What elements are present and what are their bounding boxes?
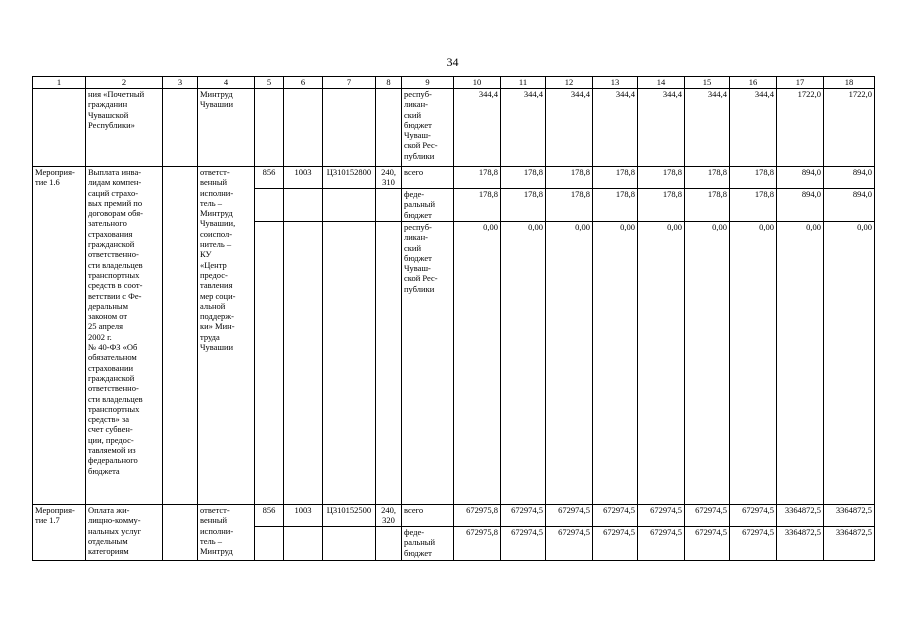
executor-cell	[198, 167, 255, 505]
value-cell: 0,00	[546, 222, 593, 505]
empty-cell	[376, 527, 402, 561]
empty-cell	[284, 89, 323, 167]
text-line: ральный	[404, 537, 436, 548]
grbs-cell: 856	[255, 505, 284, 527]
value-cell: 672975,8	[454, 505, 501, 527]
text-line: мер соци-	[200, 290, 236, 301]
text-line: законом от	[88, 311, 128, 322]
value-cell: 0,00	[824, 222, 875, 505]
value-cell: 3364872,5	[824, 527, 875, 561]
text-line: труда	[200, 331, 220, 342]
column-header: 12	[546, 77, 593, 89]
value-cell: 672974,5	[501, 527, 546, 561]
value-cell: 0,00	[685, 222, 730, 505]
value-cell: 178,8	[685, 189, 730, 222]
text-line: Чуваш-	[404, 130, 431, 141]
executor-cell	[198, 505, 255, 561]
text-line: респуб-	[404, 222, 432, 232]
empty-cell	[323, 189, 376, 222]
value-cell: 0,00	[638, 222, 685, 505]
vr-cell	[376, 505, 402, 527]
value-cell: 344,4	[501, 89, 546, 167]
value-cell: 344,4	[546, 89, 593, 167]
text-line: Чувашии	[200, 342, 234, 353]
column-header: 13	[593, 77, 638, 89]
value-cell: 0,00	[593, 222, 638, 505]
text-line: феде-	[404, 189, 425, 199]
value-cell: 0,00	[777, 222, 824, 505]
value-cell: 894,0	[777, 189, 824, 222]
text-line: обязательном	[88, 352, 137, 363]
text-line: бюджет	[404, 547, 432, 558]
value-cell: 178,8	[546, 189, 593, 222]
source-cell	[402, 527, 454, 561]
value-cell: 0,00	[454, 222, 501, 505]
text-line: средств в соот-	[88, 280, 143, 291]
table-row	[33, 167, 875, 189]
empty-cell	[323, 222, 376, 505]
text-line: исполни-	[200, 525, 234, 536]
text-line: Оплата жи-	[88, 505, 130, 515]
text-line: респуб-	[404, 89, 432, 99]
text-line: всего	[404, 167, 424, 177]
text-line: 310	[382, 177, 395, 188]
text-line: ский	[404, 242, 421, 253]
value-cell: 894,0	[777, 167, 824, 189]
text-line: венный	[200, 515, 228, 526]
text-line: всего	[404, 505, 424, 515]
source-cell	[402, 89, 454, 167]
text-line: «Центр	[200, 259, 227, 270]
value-cell: 344,4	[454, 89, 501, 167]
text-line: ответственно-	[88, 383, 139, 394]
value-cell: 672974,5	[685, 505, 730, 527]
text-line: ответственно-	[88, 249, 139, 260]
text-line: Чувашской	[88, 109, 129, 120]
text-line: Мероприя-	[35, 505, 75, 515]
value-cell: 672974,5	[685, 527, 730, 561]
value-cell: 344,4	[638, 89, 685, 167]
value-cell: 1722,0	[824, 89, 875, 167]
text-line: ки» Мин-	[200, 321, 235, 332]
value-cell: 672974,5	[638, 505, 685, 527]
value-cell: 178,8	[501, 167, 546, 189]
source-cell	[402, 505, 454, 527]
value-cell: 178,8	[730, 167, 777, 189]
text-line: федерального	[88, 455, 138, 466]
column-header: 2	[86, 77, 163, 89]
value-cell: 894,0	[824, 189, 875, 222]
value-cell: 3364872,5	[777, 527, 824, 561]
text-line: тавления	[200, 280, 233, 291]
code-cell	[33, 505, 86, 561]
text-line: Минтруд	[200, 208, 233, 219]
text-line: публики	[404, 283, 435, 294]
text-line: 25 апреля	[88, 321, 124, 332]
text-line: ской Рес-	[404, 140, 438, 151]
column-header: 3	[163, 77, 198, 89]
value-cell: 344,4	[730, 89, 777, 167]
text-line: сти владельцев	[88, 259, 143, 270]
text-line: бюджет	[404, 119, 432, 130]
text-line: транспортных	[88, 269, 140, 280]
text-line: КУ	[200, 249, 212, 260]
text-line: лидам компен-	[88, 177, 142, 188]
text-line: 320	[382, 515, 395, 526]
text-line: тие 1.6	[35, 177, 60, 188]
text-line: Выплата инва-	[88, 167, 142, 177]
table-row	[33, 89, 875, 167]
column-header: 4	[198, 77, 255, 89]
column-header: 14	[638, 77, 685, 89]
text-line: поддерж-	[200, 311, 234, 322]
empty-cell	[376, 189, 402, 222]
name-cell	[86, 505, 163, 561]
text-line: тавляемой из	[88, 445, 136, 456]
grbs-cell: 856	[255, 167, 284, 189]
text-line: тель –	[200, 535, 222, 546]
value-cell: 0,00	[501, 222, 546, 505]
table-row	[33, 505, 875, 527]
text-line: ской Рес-	[404, 273, 438, 284]
empty-cell	[163, 89, 198, 167]
text-line: транспортных	[88, 403, 140, 414]
empty-cell	[163, 167, 198, 505]
empty-cell	[323, 89, 376, 167]
text-line: гражданской	[88, 372, 135, 383]
header-row	[33, 77, 875, 89]
text-line: страховании	[88, 362, 134, 373]
text-line: Чуваш-	[404, 263, 431, 274]
value-cell: 178,8	[501, 189, 546, 222]
value-cell: 672974,5	[593, 527, 638, 561]
text-line: феде-	[404, 527, 425, 537]
value-cell: 1722,0	[777, 89, 824, 167]
text-line: альной	[200, 300, 226, 311]
text-line: бюджет	[404, 209, 432, 220]
value-cell: 0,00	[730, 222, 777, 505]
text-line: ния «Почетный	[88, 89, 145, 99]
text-line: средств» за	[88, 414, 130, 425]
value-cell: 672974,5	[730, 505, 777, 527]
text-line: Мероприя-	[35, 167, 75, 177]
text-line: ский	[404, 109, 421, 120]
empty-cell	[284, 189, 323, 222]
text-line: бюджет	[404, 252, 432, 263]
column-header: 11	[501, 77, 546, 89]
code-cell	[33, 167, 86, 505]
text-line: публики	[404, 150, 435, 161]
rzpr-cell: 1003	[284, 167, 323, 189]
value-cell: 178,8	[685, 167, 730, 189]
text-line: тие 1.7	[35, 515, 60, 526]
text-line: Республики»	[88, 119, 135, 130]
value-cell: 344,4	[593, 89, 638, 167]
column-header: 9	[402, 77, 454, 89]
value-cell: 672974,5	[730, 527, 777, 561]
text-line: сти владельцев	[88, 393, 143, 404]
column-header: 1	[33, 77, 86, 89]
empty-cell	[163, 505, 198, 561]
value-cell: 178,8	[454, 189, 501, 222]
value-cell: 672974,5	[546, 527, 593, 561]
text-line: тель –	[200, 197, 222, 208]
text-line: гражданской	[88, 239, 135, 250]
text-line: Чувашии,	[200, 218, 236, 229]
text-line: 240,	[381, 167, 396, 177]
value-cell: 3364872,5	[777, 505, 824, 527]
text-line: договорам обя-	[88, 208, 143, 219]
budget-table	[32, 76, 875, 561]
text-line: отдельным	[88, 535, 128, 546]
column-header: 18	[824, 77, 875, 89]
value-cell: 3364872,5	[824, 505, 875, 527]
source-cell	[402, 167, 454, 189]
text-line: предос-	[200, 269, 228, 280]
value-cell: 894,0	[824, 167, 875, 189]
empty-cell	[284, 527, 323, 561]
csr-cell: Ц310152800	[323, 167, 376, 189]
value-cell: 672974,5	[593, 505, 638, 527]
executor-cell	[198, 89, 255, 167]
text-line: категориям	[88, 546, 129, 557]
empty-cell	[376, 222, 402, 505]
text-line: деральным	[88, 300, 128, 311]
column-header: 6	[284, 77, 323, 89]
text-line: 240,	[381, 505, 396, 515]
text-line: ликан-	[404, 232, 428, 243]
text-line: Минтруд	[200, 546, 233, 557]
column-header: 5	[255, 77, 284, 89]
text-line: ответст-	[200, 167, 230, 177]
vr-cell	[376, 167, 402, 189]
value-cell: 344,4	[685, 89, 730, 167]
rzpr-cell: 1003	[284, 505, 323, 527]
text-line: исполни-	[200, 187, 234, 198]
text-line: саций страхо-	[88, 187, 139, 198]
text-line: ответст-	[200, 505, 230, 515]
text-line: страхования	[88, 228, 133, 239]
column-header: 15	[685, 77, 730, 89]
text-line: соиспол-	[200, 228, 233, 239]
code-cell	[33, 89, 86, 167]
value-cell: 178,8	[593, 167, 638, 189]
empty-cell	[284, 222, 323, 505]
page-number: 34	[446, 55, 459, 69]
column-header: 7	[323, 77, 376, 89]
column-header: 17	[777, 77, 824, 89]
value-cell: 672974,5	[546, 505, 593, 527]
value-cell: 178,8	[546, 167, 593, 189]
csr-cell: Ц310152500	[323, 505, 376, 527]
source-cell	[402, 189, 454, 222]
text-line: вых премий по	[88, 197, 143, 208]
text-line: нитель –	[200, 239, 232, 250]
column-header: 10	[454, 77, 501, 89]
text-line: ральный	[404, 199, 436, 210]
value-cell: 178,8	[730, 189, 777, 222]
text-line: зательного	[88, 218, 127, 229]
text-line: нальных услуг	[88, 525, 142, 536]
text-line: 2002 г.	[88, 331, 112, 342]
source-cell	[402, 222, 454, 505]
text-line: ветствии с Фе-	[88, 290, 142, 301]
value-cell: 178,8	[638, 167, 685, 189]
value-cell: 178,8	[593, 189, 638, 222]
empty-cell	[255, 527, 284, 561]
value-cell: 672974,5	[501, 505, 546, 527]
text-line: № 40-ФЗ «Об	[88, 342, 138, 353]
name-cell	[86, 167, 163, 505]
value-cell: 672974,5	[638, 527, 685, 561]
value-cell: 672975,8	[454, 527, 501, 561]
empty-cell	[323, 527, 376, 561]
text-line: венный	[200, 177, 228, 188]
empty-cell	[255, 222, 284, 505]
text-line: ции, предос-	[88, 434, 134, 445]
text-line: бюджета	[88, 465, 120, 476]
text-line: Минтруд	[200, 89, 233, 99]
name-cell	[86, 89, 163, 167]
text-line: Чувашии	[200, 99, 234, 110]
empty-cell	[255, 189, 284, 222]
column-header: 8	[376, 77, 402, 89]
value-cell: 178,8	[638, 189, 685, 222]
value-cell: 178,8	[454, 167, 501, 189]
text-line: лищно-комму-	[88, 515, 141, 526]
column-header: 16	[730, 77, 777, 89]
text-line: ликан-	[404, 99, 428, 110]
text-line: счет субвен-	[88, 424, 133, 435]
empty-cell	[376, 89, 402, 167]
text-line: гражданин	[88, 99, 128, 110]
empty-cell	[255, 89, 284, 167]
